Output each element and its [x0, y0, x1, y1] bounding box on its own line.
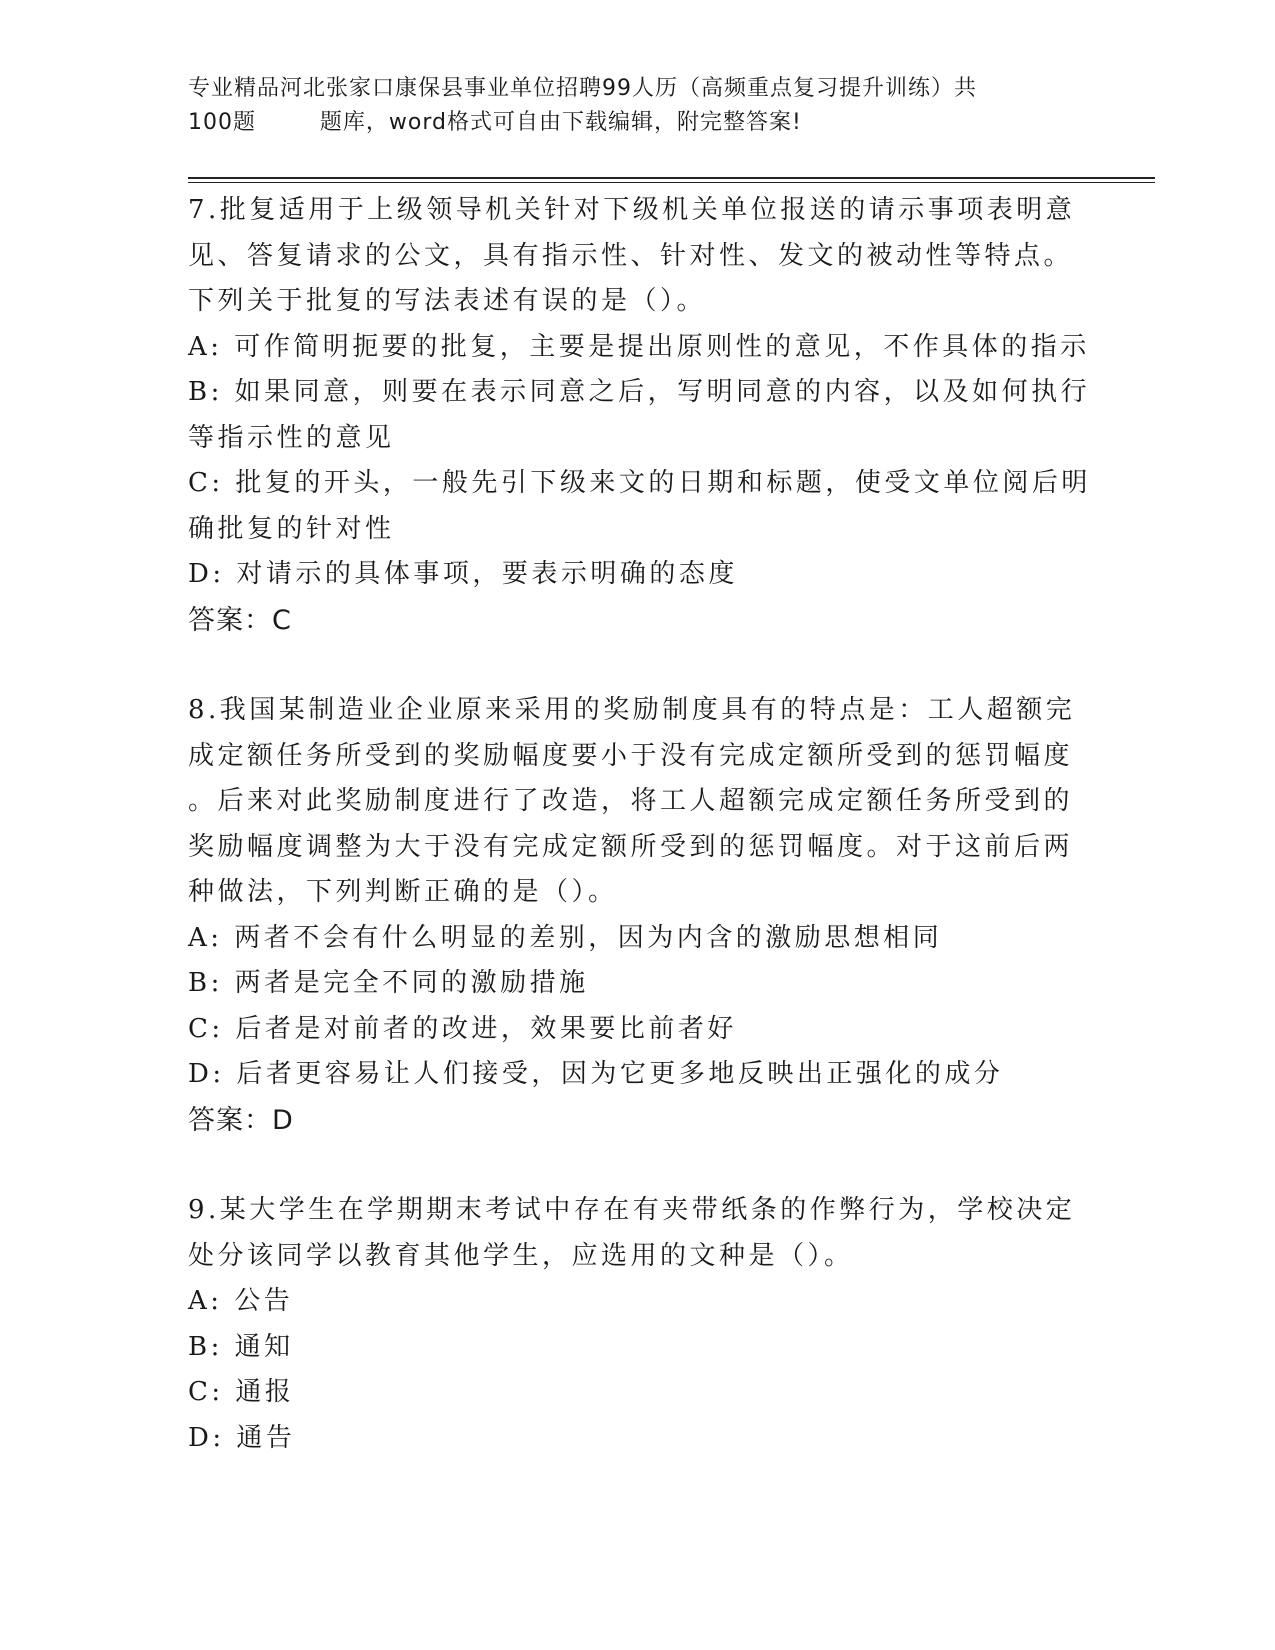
- option-a: A: 两者不会有什么明显的差别，因为内含的激励思想相同: [188, 922, 943, 953]
- option-c: C: 通报: [188, 1377, 295, 1407]
- question-8: [188, 688, 1088, 1143]
- option-a: A: 公告: [188, 1286, 294, 1316]
- option-b-continued: 等指示性的意见: [188, 422, 395, 453]
- option-d: D: 通告: [188, 1422, 296, 1453]
- page-header: [188, 72, 1068, 140]
- option-b: B: 两者是完全不同的激励措施: [188, 968, 589, 998]
- question-7: [188, 188, 1091, 643]
- option-c: C: 批复的开头，一般先引下级来文的日期和标题，使受文单位阅后明: [188, 468, 1091, 498]
- option-c: C: 后者是对前者的改进，效果要比前者好: [188, 1013, 737, 1044]
- question-text-line: 成定额任务所受到的奖励幅度要小于没有完成定额所受到的惩罚幅度: [188, 740, 1074, 771]
- question-text-line: 下列关于批复的写法表述有误的是（）。: [188, 286, 707, 316]
- question-text-line: 处分该同学以教育其他学生，应选用的文种是（）。: [188, 1240, 854, 1271]
- question-text-line: 见、答复请求的公文，具有指示性、针对性、发文的被动性等特点。: [188, 240, 1074, 271]
- option-a: A: 可作简明扼要的批复，主要是提出原则性的意见，不作具体的指示: [188, 331, 1090, 362]
- header-title-line-1: 专业精品河北张家口康保县事业单位招聘99人历（高频重点复习提升训练）共: [188, 76, 977, 101]
- question-text-line: 种做法，下列判断正确的是（）。: [188, 877, 618, 907]
- answer-label: 答案：D: [188, 1104, 294, 1136]
- question-spacer: [188, 1143, 1088, 1188]
- question-9: [188, 1188, 1088, 1461]
- question-text-line: 7.批复适用于上级领导机关针对下级机关单位报送的请示事项表明意: [188, 195, 1076, 225]
- question-text-line: 9.某大学生在学期期末考试中存在有夹带纸条的作弊行为，学校决定: [188, 1195, 1076, 1225]
- option-b: B: 如果同意，则要在表示同意之后，写明同意的内容，以及如何执行: [188, 377, 1091, 407]
- question-text-line: 奖励幅度调整为大于没有完成定额所受到的惩罚幅度。对于这前后两: [188, 831, 1074, 862]
- option-d: D: 后者更容易让人们接受，因为它更多地反映出正强化的成分: [188, 1059, 1004, 1089]
- option-c-continued: 确批复的针对性: [188, 513, 395, 544]
- option-d: D: 对请示的具体事项，要表示明确的态度: [188, 559, 738, 589]
- answer-label: 答案：C: [188, 604, 292, 636]
- question-text-line: 8.我国某制造业企业原来采用的奖励制度具有的特点是：工人超额完: [188, 695, 1076, 725]
- question-text-line: 。后来对此奖励制度进行了改造，将工人超额完成定额任务所受到的: [188, 786, 1074, 816]
- question-list: [188, 188, 1091, 1461]
- header-title-line-2: 100题 题库，word格式可自由下载编辑，附完整答案!: [188, 110, 802, 135]
- question-spacer: [188, 643, 1088, 688]
- header-divider: [188, 177, 1155, 183]
- option-b: B: 通知: [188, 1331, 294, 1362]
